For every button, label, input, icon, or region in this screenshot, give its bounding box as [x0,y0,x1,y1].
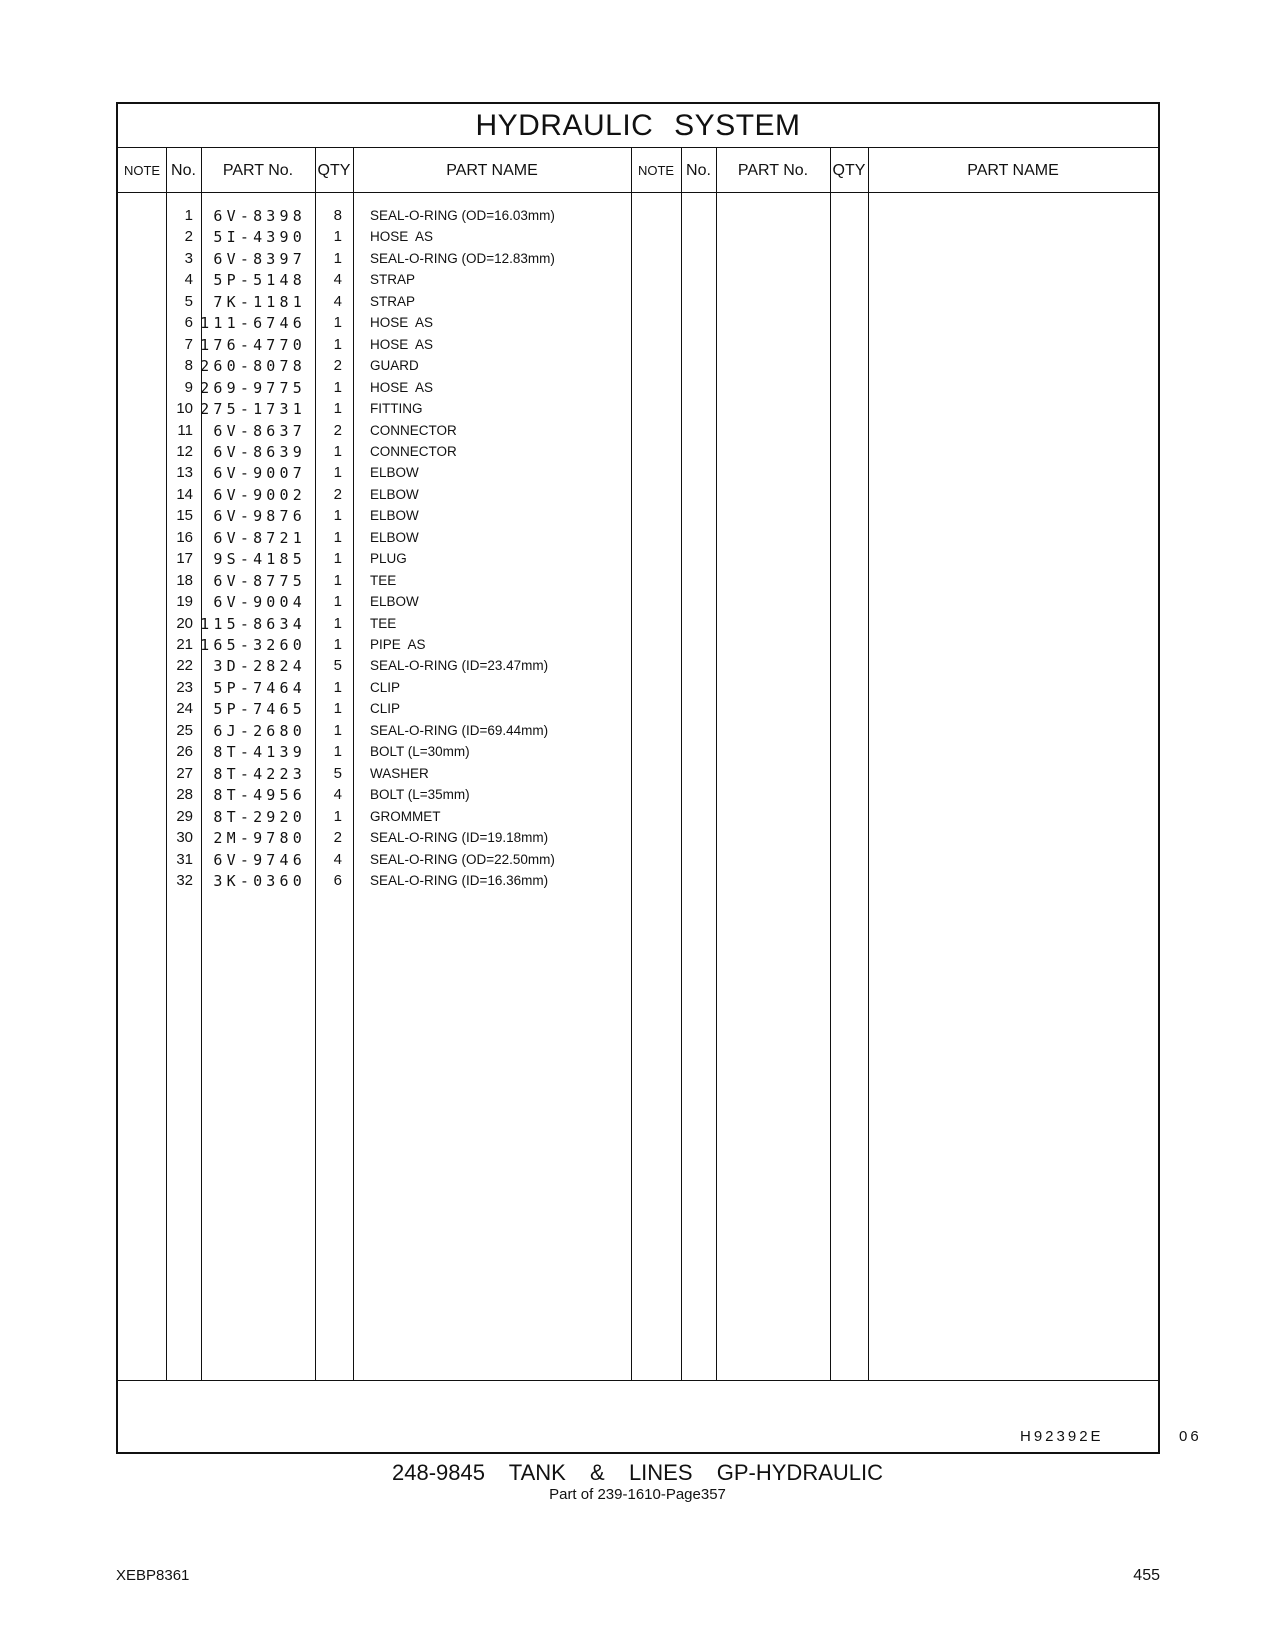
table-row [118,570,1158,592]
quantity: 5 [333,657,342,675]
footer-divider [118,1380,1158,1381]
quantity: 4 [333,786,342,804]
part-number: 3K-0360 [213,871,306,890]
table-row [118,505,1158,527]
table-row [118,763,1158,785]
part-number: 275-1731 [200,400,306,419]
part-name: ELBOW [370,594,419,610]
table-row [118,741,1158,763]
quantity: 1 [333,314,342,332]
part-name: SEAL-O-RING (ID=16.36mm) [370,872,549,888]
quantity: 1 [333,678,342,696]
group-caption: 248-9845 TANK & LINES GP-HYDRAULIC [391,1460,884,1485]
table-row [118,420,1158,442]
row-number: 22 [176,657,193,675]
row-number: 13 [176,464,193,482]
part-name: BOLT (L=30mm) [370,744,470,760]
quantity: 1 [333,636,342,653]
part-name: CONNECTOR [370,443,457,459]
table-row [118,226,1158,248]
page-title: HYDRAULIC SYSTEM [118,104,1158,148]
table-header [118,148,1158,193]
table-row [118,527,1158,549]
part-name: CLIP [370,701,401,717]
header-partname-right: PART NAME [967,162,1059,179]
table-row [118,849,1158,871]
table-row [118,613,1158,635]
row-number: 25 [176,721,193,739]
row-number: 9 [184,378,193,396]
row-number: 18 [176,571,193,589]
table-row [118,591,1158,613]
part-name: WASHER [370,765,429,781]
header-qty-left: QTY [317,162,351,179]
quantity: 1 [333,550,342,568]
row-number: 2 [184,228,193,246]
part-number: 6V-9002 [213,485,306,504]
table-row [118,677,1158,699]
part-number: 2M-9780 [213,829,306,848]
table-row [118,377,1158,399]
part-number: 6V-8637 [213,421,306,440]
part-number: 8T-4139 [213,743,306,762]
quantity: 4 [333,271,342,289]
quantity: 1 [333,464,342,482]
part-number: 7K-1181 [213,292,306,311]
quantity: 1 [333,593,342,611]
table-row [118,398,1158,420]
part-number: 6V-9007 [213,464,306,483]
quantity: 2 [333,357,342,375]
row-number: 6 [184,314,193,332]
table-row [118,870,1158,892]
table-row [118,291,1158,313]
quantity: 8 [333,207,342,224]
part-name: HOSE AS [370,229,434,245]
table-row [118,698,1158,720]
row-number: 29 [176,807,193,825]
part-name: GROMMET [370,808,441,824]
part-number: 165-3260 [200,636,306,654]
table-row [118,462,1158,484]
quantity: 1 [333,614,342,632]
header-note-right: NOTE [637,163,675,178]
part-number: 8T-4223 [213,764,306,783]
table-row [118,269,1158,291]
part-name: ELBOW [370,486,419,502]
quantity: 2 [333,485,342,503]
part-number: 8T-2920 [213,807,306,826]
header-no-right: No. [686,162,711,179]
row-number: 11 [177,421,193,439]
quantity: 1 [333,228,342,246]
row-number: 24 [176,700,193,718]
part-number: 3D-2824 [213,657,306,676]
part-number: 6V-8775 [213,571,306,590]
part-name: ELBOW [370,465,419,481]
group-subcaption: Part of 239-1610-Page357 [549,1486,726,1503]
quantity: 1 [333,442,342,460]
table-row [118,827,1158,849]
row-number: 3 [184,249,193,267]
table-row [118,634,1158,656]
illustration-code: H92392E 06 [1020,1428,1202,1445]
row-number: 27 [176,764,193,782]
part-name: SEAL-O-RING (ID=19.18mm) [370,830,549,846]
page-number: 455 [1133,1567,1160,1584]
part-number: 176-4770 [200,335,306,354]
quantity: 1 [333,721,342,739]
table-row [118,655,1158,677]
table-row [118,441,1158,463]
quantity: 1 [333,571,342,589]
quantity: 2 [333,421,342,439]
part-name: HOSE AS [370,336,434,352]
table-row [118,248,1158,270]
part-number: 6V-9746 [213,850,306,869]
quantity: 1 [333,400,342,418]
row-number: 14 [176,485,193,503]
table-row [118,720,1158,742]
table-row [118,806,1158,828]
quantity: 1 [333,507,342,525]
part-name: CLIP [370,679,401,695]
part-number: 111-6746 [200,314,306,333]
part-number: 115-8634 [200,614,306,633]
row-number: 16 [176,528,193,546]
row-number: 26 [176,743,193,761]
row-number: 20 [176,614,193,632]
quantity: 2 [333,829,342,847]
part-name: STRAP [370,272,416,288]
row-number: 28 [176,786,193,804]
row-number: 32 [176,871,193,889]
row-number: 15 [176,507,193,525]
row-number: 4 [184,271,193,289]
part-name: SEAL-O-RING (ID=23.47mm) [370,658,549,674]
quantity: 1 [333,335,342,353]
part-name: GUARD [370,358,419,374]
part-name: PIPE AS [370,637,426,652]
quantity: 4 [333,850,342,868]
table-row [118,312,1158,334]
part-number: 8T-4956 [213,786,306,805]
table-row [118,484,1158,506]
document-id: XEBP8361 [116,1567,190,1584]
part-name: SEAL-O-RING (OD=12.83mm) [370,250,555,266]
part-number: 5P-7464 [213,678,306,697]
part-number: 269-9775 [200,378,306,397]
part-name: SEAL-O-RING (OD=22.50mm) [370,851,555,867]
table-row [118,784,1158,806]
part-name: ELBOW [370,529,419,545]
row-number: 21 [176,636,193,653]
row-number: 30 [176,829,193,847]
row-number: 8 [184,357,193,375]
part-name: SEAL-O-RING (ID=69.44mm) [370,722,549,738]
quantity: 1 [333,700,342,718]
part-number: 5P-5148 [213,271,306,290]
part-name: BOLT (L=35mm) [370,787,470,803]
parts-table [116,102,1202,1454]
row-number: 23 [176,678,193,696]
table-row [118,334,1158,356]
quantity: 1 [333,378,342,396]
part-name: STRAP [370,293,416,309]
quantity: 1 [333,528,342,546]
part-name: TEE [370,572,397,588]
row-number: 10 [176,400,193,418]
part-number: 6V-9004 [213,593,306,612]
row-number: 7 [184,335,193,353]
header-no-left: No. [171,162,196,179]
part-number: 9S-4185 [213,550,306,569]
row-number: 1 [184,207,193,224]
header-partno-right: PART No. [737,162,809,179]
part-number: 6J-2680 [213,721,306,740]
part-name: ELBOW [370,508,419,524]
part-number: 6V-9876 [213,507,306,526]
header-note-left: NOTE [123,163,161,178]
part-name: HOSE AS [370,379,434,395]
part-name: SEAL-O-RING (OD=16.03mm) [370,208,555,223]
part-number: 5I-4390 [213,228,306,247]
part-number: 6V-8721 [213,528,306,547]
row-number: 12 [176,442,193,460]
row-number: 17 [176,550,193,568]
part-name: TEE [370,615,397,631]
row-number: 19 [176,593,193,611]
table-row [118,355,1158,377]
part-number: 6V-8639 [213,442,306,461]
part-number: 5P-7465 [213,700,306,719]
part-name: CONNECTOR [370,422,457,438]
quantity: 1 [333,807,342,825]
row-number: 31 [176,850,193,868]
part-number: 6V-8398 [213,207,306,225]
table-row [118,548,1158,570]
header-partno-left: PART No. [222,162,294,179]
part-number: 260-8078 [200,357,306,376]
part-name: HOSE AS [370,315,434,331]
table-row [118,205,1158,227]
quantity: 6 [333,871,342,889]
part-name: PLUG [370,551,407,567]
header-partname-left: PART NAME [446,162,538,179]
quantity: 1 [333,743,342,761]
part-name: FITTING [370,401,423,417]
row-number: 5 [184,292,193,310]
quantity: 4 [333,292,342,310]
part-number: 6V-8397 [213,249,306,268]
quantity: 5 [333,764,342,782]
quantity: 1 [333,249,342,267]
header-qty-right: QTY [832,162,866,179]
